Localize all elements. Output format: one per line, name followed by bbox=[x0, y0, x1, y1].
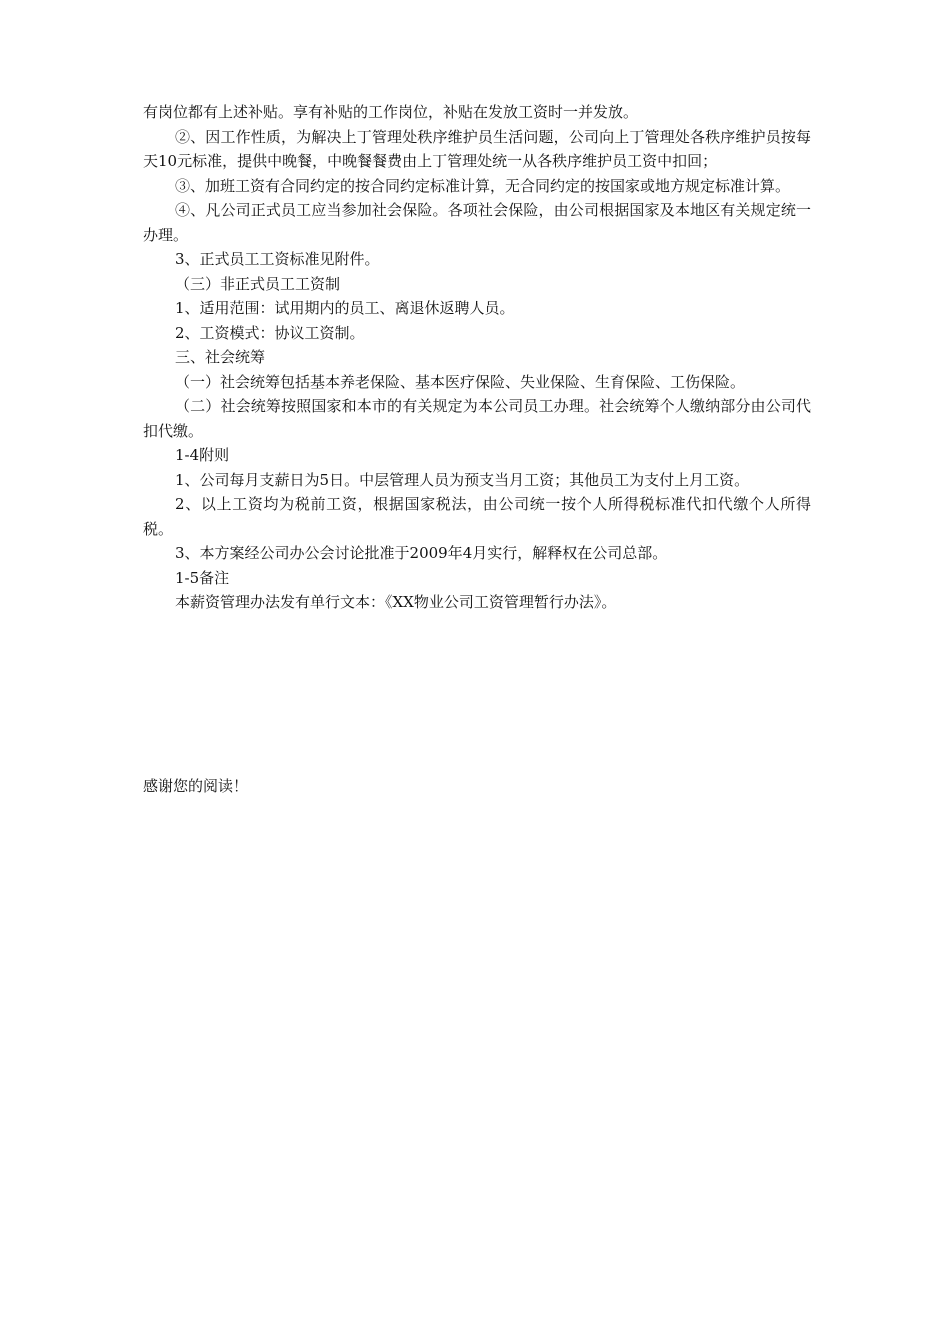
section-heading-nonformal-wage: （三）非正式员工工资制 bbox=[175, 274, 341, 293]
section-heading-supplementary: 1-4附则 bbox=[175, 446, 230, 464]
paragraph-7: 1、适用范围：试用期内的员工、离退休返聘人员。 bbox=[175, 299, 515, 317]
paragraph-3: ③、加班工资有合同约定的按合同约定标准计算，无合同约定的按国家或地方规定标准计算。 bbox=[175, 176, 791, 195]
paragraph-5: 3、正式员工工资标准见附件。 bbox=[175, 250, 380, 268]
paragraph-8: 2、工资模式：协议工资制。 bbox=[175, 323, 365, 342]
paragraph-4: ④、凡公司正式员工应当参加社会保险。各项社会保险，由公司根据国家及本地区有关规定统一办理。 bbox=[143, 201, 811, 244]
paragraph-10: （一）社会统筹包括基本养老保险、基本医疗保险、失业保险、生育保险、工伤保险。 bbox=[175, 372, 746, 391]
paragraph-1: 有岗位都有上述补贴。享有补贴的工作岗位，补贴在发放工资时一并发放。 bbox=[143, 103, 639, 121]
paragraph-2: ②、因工作性质，为解决上丁管理处秩序维护员生活问题，公司向上丁管理处各秩序维护员按每天10元标准，提供中晚餐，中晚餐餐费由上丁管理处统一从各秩序维护员工资中扣回； bbox=[143, 127, 811, 170]
paragraph-14: 2、以上工资均为税前工资，根据国家税法，由公司统一按个人所得税标准代扣代缴个人所得税。 bbox=[143, 495, 811, 538]
paragraph-11: （二）社会统筹按照国家和本市的有关规定为本公司员工办理。社会统筹个人缴纳部分由公司代扣代缴。 bbox=[143, 397, 811, 440]
paragraph-17: 本薪资管理办法发有单行文本：《XX物业公司工资管理暂行办法》。 bbox=[175, 593, 617, 611]
document-body bbox=[143, 100, 811, 615]
section-heading-social-pooling: 三、社会统筹 bbox=[175, 348, 266, 366]
closing-thanks: 感谢您的阅读！ bbox=[143, 777, 249, 795]
paragraph-13: 1、公司每月支薪日为5日。中层管理人员为预支当月工资；其他员工为支付上月工资。 bbox=[175, 470, 750, 489]
paragraph-15: 3、本方案经公司办公会讨论批准于2009年4月实行，解释权在公司总部。 bbox=[175, 544, 668, 562]
section-heading-remarks: 1-5备注 bbox=[175, 568, 230, 587]
